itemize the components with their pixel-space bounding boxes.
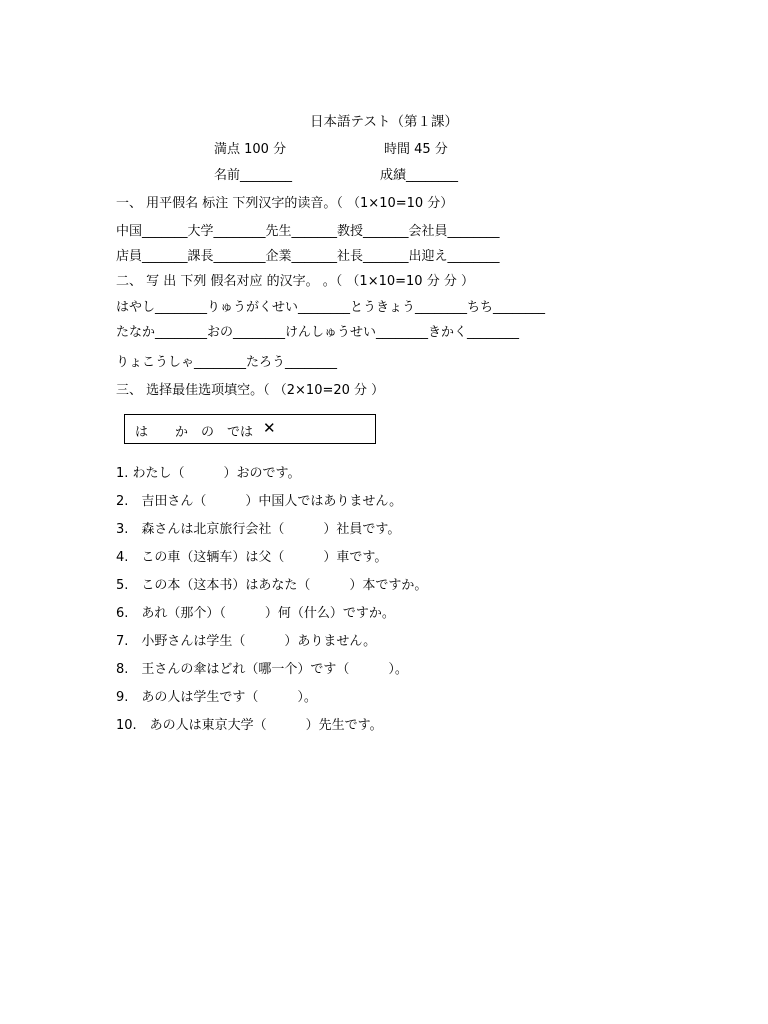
option-none-icon: ✕ (263, 419, 276, 437)
question-10: 10. あの人は東京大学（ ）先生です。 (116, 718, 383, 733)
exam-time: 時間 45 分 (384, 142, 448, 157)
name-field: 名前________ (214, 168, 293, 183)
option-ka: か (175, 425, 189, 440)
option-ha: は (135, 425, 149, 440)
section3-heading: 三、 选择最佳选项填空。（ （2×10=20 分 ） (116, 383, 385, 398)
page-title: 日本語テスト（第１課） (310, 114, 458, 130)
section2-row2: たなか________おの________けんしゅうせい________きかく________ (116, 325, 520, 340)
question-9: 9. あの人は学生です（ ）。 (116, 690, 317, 705)
answer-options-box (124, 414, 376, 444)
score-field: 成績________ (380, 168, 459, 183)
option-no: の (201, 425, 215, 440)
question-2: 2. 吉田さん（ ）中国人ではありません。 (116, 494, 403, 509)
question-5: 5. この本（这本书）はあなた（ ）本ですか。 (116, 578, 428, 593)
question-8: 8. 王さんの傘はどれ（哪一个）です（ ）。 (116, 662, 408, 677)
section2-row3: りょこうしゃ________たろう________ (116, 355, 338, 370)
section2-heading: 二、 写 出 下列 假名对应 的汉字。 。（ （1×10=10 分 分 ） (116, 274, 474, 289)
section1-row2: 店員_______課長________企業_______社長_______出迎え________ (116, 249, 500, 264)
section1-heading: 一、 用平假名 标注 下列汉字的读音。（ （1×10=10 分） (116, 196, 454, 211)
option-dewa: では (227, 425, 254, 440)
question-3: 3. 森さんは北京旅行会社（ ）社員です。 (116, 522, 401, 537)
question-6: 6. あれ（那个）（ ）何（什么）ですか。 (116, 606, 395, 621)
question-7: 7. 小野さんは学生（ ）ありません。 (116, 634, 377, 649)
full-score: 満点 100 分 (214, 142, 287, 157)
question-4: 4. この車（这辆车）は父（ ）車です。 (116, 550, 388, 565)
section1-row1: 中国_______大学________先生_______教授_______会社員________ (116, 224, 500, 239)
question-1: 1. わたし（ ）おのです。 (116, 466, 301, 481)
section2-row1: はやし________りゅうがくせい________とうきょう________ちち________ (116, 300, 546, 315)
